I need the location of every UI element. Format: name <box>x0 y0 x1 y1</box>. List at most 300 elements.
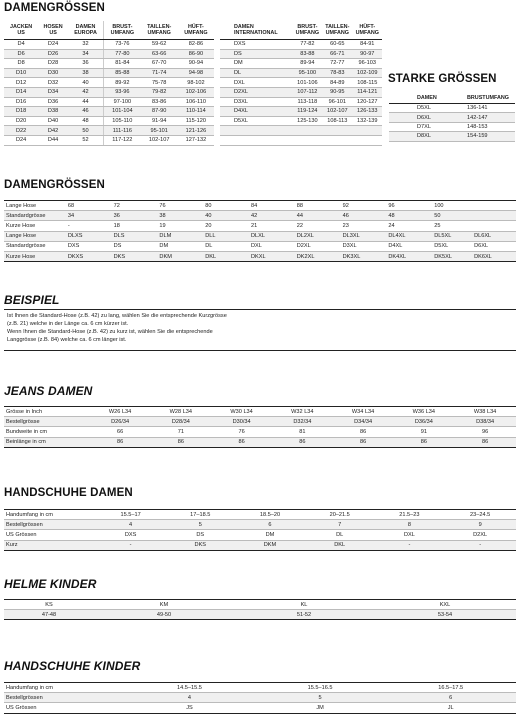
table-cell: 125-130 <box>293 116 322 126</box>
table-cell: DKL <box>305 540 375 550</box>
table-cell: D40 <box>38 116 68 126</box>
heading-handschuhe-damen: HANDSCHUHE DAMEN <box>4 487 133 499</box>
table-cell: DK2XL <box>297 251 343 261</box>
table-cell: 86 <box>272 437 333 447</box>
table-cell: 100 <box>434 201 474 211</box>
table-cell: 96 <box>388 201 434 211</box>
table-row <box>389 132 515 141</box>
table-cell: 96 <box>454 427 516 437</box>
table-cell: D2XL <box>444 530 516 540</box>
table-cell <box>293 135 322 145</box>
table-row <box>4 417 516 427</box>
table-cell: 82-86 <box>178 40 214 50</box>
table-cell: 18 <box>114 221 160 231</box>
table-cell: 34 <box>68 211 114 221</box>
table-cell: D6XL <box>389 113 441 122</box>
table-row <box>4 407 516 417</box>
column-header <box>353 21 382 40</box>
table-cell: 20–21.5 <box>305 510 375 520</box>
column-header-line: TAILLEN- <box>325 24 350 30</box>
table-cell: Handumfang in cm <box>4 510 96 520</box>
table-cell: 86-90 <box>178 49 214 59</box>
table-cell: - <box>96 540 166 550</box>
table-cell: D12 <box>4 78 38 88</box>
table-cell: JM <box>255 703 386 713</box>
table-cell: US Grössen <box>4 703 124 713</box>
table-row <box>4 97 214 107</box>
table-cell: 66-71 <box>322 49 352 59</box>
starke-groessen-table <box>389 93 515 142</box>
table-cell: 46 <box>343 211 389 221</box>
table-cell: DLL <box>205 231 251 241</box>
table-cell: 63-66 <box>141 49 178 59</box>
table-row <box>4 40 214 50</box>
column-header-line: BRUST- <box>112 24 133 30</box>
table-cell: DM <box>235 530 305 540</box>
table-row <box>220 40 382 50</box>
table-row <box>4 540 516 550</box>
table-cell: 81 <box>272 427 333 437</box>
table-cell: 98-102 <box>178 78 214 88</box>
table-cell: 78-83 <box>322 68 352 78</box>
column-header <box>141 21 178 40</box>
handschuhe-damen-table <box>4 509 516 551</box>
table-cell: 93-96 <box>104 87 141 97</box>
table-cell: DXS <box>68 241 114 251</box>
table-cell: D3XL <box>220 97 293 107</box>
table-cell: 102-106 <box>178 87 214 97</box>
table-cell: Bundweite in cm <box>4 427 90 437</box>
table-cell: D6 <box>4 49 38 59</box>
table-cell: DKS <box>165 540 235 550</box>
table-cell: Handumfang in cm <box>4 683 124 693</box>
column-header <box>178 21 214 40</box>
table-cell: DM <box>159 241 205 251</box>
column-header-line: DAMEN <box>234 24 254 30</box>
table-cell: 132-139 <box>353 116 382 126</box>
heading-jeans-damen: JEANS DAMEN <box>4 384 93 398</box>
table-cell: W32 L34 <box>272 407 333 417</box>
table-row <box>4 116 214 126</box>
table-cell: 66 <box>90 427 151 437</box>
table-cell: W28 L34 <box>150 407 211 417</box>
table-cell: DLXS <box>68 231 114 241</box>
table-cell: W38 L34 <box>454 407 516 417</box>
heading-helme-kinder: HELME KINDER <box>4 577 97 591</box>
table-row <box>4 510 516 520</box>
table-cell: W34 L34 <box>333 407 394 417</box>
table-cell: 36 <box>114 211 160 221</box>
column-header: DAMEN <box>389 93 441 104</box>
table-cell: 90-94 <box>178 59 214 69</box>
table-cell: 42 <box>68 87 104 97</box>
table-cell: 50 <box>434 211 474 221</box>
table-cell: DKXL <box>251 251 297 261</box>
table-cell: 87-90 <box>141 107 178 117</box>
table-cell: 115-120 <box>178 116 214 126</box>
table-cell: Kurz <box>4 540 96 550</box>
table-row <box>220 68 382 78</box>
table-cell: D38 <box>38 107 68 117</box>
table-row <box>4 87 214 97</box>
table-cell: DKM <box>159 251 205 261</box>
table-cell-empty <box>474 221 516 231</box>
table-row <box>220 126 382 136</box>
table-cell: 9 <box>444 520 516 530</box>
table-cell: Kurze Hose <box>4 221 68 231</box>
column-header-line: UMFANG <box>110 30 135 36</box>
table-cell: DKM <box>235 540 305 550</box>
table-cell: DS <box>114 241 160 251</box>
table-row <box>4 78 214 88</box>
table-cell: 75-78 <box>141 78 178 88</box>
table-cell: 16.5–17.5 <box>385 683 516 693</box>
table-cell: W30 L34 <box>211 407 272 417</box>
table-cell: D26/34 <box>90 417 151 427</box>
table-cell: 97-100 <box>104 97 141 107</box>
column-header-line: UMFANG <box>295 30 320 36</box>
table-cell: DK3XL <box>343 251 389 261</box>
table-cell: 121-126 <box>178 126 214 136</box>
table-cell: 76 <box>211 427 272 437</box>
heading-damengroessen-second: DAMENGRÖSSEN <box>4 179 105 191</box>
column-header <box>68 21 104 40</box>
table-cell: Lange Hose <box>4 201 68 211</box>
table-cell: DXL <box>375 530 445 540</box>
table-cell: DKS <box>114 251 160 261</box>
table-cell: 113-118 <box>293 97 322 107</box>
table-row <box>220 78 382 88</box>
table-cell: 52 <box>68 135 104 145</box>
table-cell: DL <box>305 530 375 540</box>
table-row <box>389 122 515 131</box>
table-cell: 73-76 <box>104 40 141 50</box>
table-cell: 111-116 <box>104 126 141 136</box>
table-cell: KXL <box>374 600 516 610</box>
table-cell: D24 <box>38 40 68 50</box>
table-cell: Grösse in Inch <box>4 407 90 417</box>
table-cell: D8XL <box>389 132 441 141</box>
table-row <box>4 201 516 211</box>
table-cell: D7XL <box>389 122 441 131</box>
table-cell: 72 <box>114 201 160 211</box>
table-cell: 17–18.5 <box>165 510 235 520</box>
table-row <box>4 437 516 447</box>
table-cell: 4 <box>124 693 255 703</box>
table-cell: 105-110 <box>104 116 141 126</box>
column-header <box>293 21 322 40</box>
table-cell: 8 <box>375 520 445 530</box>
table-row <box>4 600 516 610</box>
column-header <box>38 21 68 40</box>
table-cell: 92 <box>343 201 389 211</box>
table-row <box>220 87 382 97</box>
table-cell: 5 <box>255 693 386 703</box>
table-cell: 6 <box>385 693 516 703</box>
column-header-line: EUROPA <box>74 30 97 36</box>
table-cell: 110-114 <box>178 107 214 117</box>
table-cell: 95-100 <box>293 68 322 78</box>
table-row <box>4 427 516 437</box>
table-cell: 96-101 <box>322 97 352 107</box>
column-header <box>220 21 293 40</box>
table-row <box>220 107 382 117</box>
table-cell: 36 <box>68 59 104 69</box>
table-cell: D10 <box>4 68 38 78</box>
table-cell: 95-101 <box>141 126 178 136</box>
table-cell: 53-54 <box>374 610 516 620</box>
table-cell: 6 <box>235 520 305 530</box>
table-row <box>4 241 516 251</box>
table-cell: 107-112 <box>293 87 322 97</box>
heading-damengroessen-top: DAMENGRÖSSEN <box>4 2 105 14</box>
table-cell: Bestellgrösse <box>4 417 90 427</box>
table-cell: D4XL <box>220 107 293 117</box>
table-cell: Bestellgrössen <box>4 693 124 703</box>
table-row <box>220 135 382 145</box>
table-cell: 85-88 <box>104 68 141 78</box>
table-cell: DK5XL <box>434 251 474 261</box>
table-row <box>4 49 214 59</box>
table-cell <box>353 126 382 136</box>
table-cell: D38/34 <box>454 417 516 427</box>
table-cell: 60-65 <box>322 40 352 50</box>
table-cell: D4XL <box>388 241 434 251</box>
table-cell: D28 <box>38 59 68 69</box>
table-cell: 20 <box>205 221 251 231</box>
table-cell: 120-127 <box>353 97 382 107</box>
table-cell: 38 <box>159 211 205 221</box>
table-cell: 51-52 <box>234 610 374 620</box>
table-cell: 86 <box>333 437 394 447</box>
table-cell: 5 <box>165 520 235 530</box>
table-cell: DLXL <box>251 231 297 241</box>
column-header-line: HOSEN <box>43 24 63 30</box>
beispiel-line: Wenn Ihnen die Standard-Hose (z.B. 42) zu kurz ist, wählen Sie die entsprechende <box>7 329 213 335</box>
heading-handschuhe-kinder: HANDSCHUHE KINDER <box>4 659 141 673</box>
table-cell: 47-48 <box>4 610 94 620</box>
table-row <box>4 231 516 241</box>
table-cell: 21.5–23 <box>375 510 445 520</box>
table-cell: 18.5–20 <box>235 510 305 520</box>
table-cell: D16 <box>4 97 38 107</box>
table-cell: DK4XL <box>388 251 434 261</box>
table-cell: D30/34 <box>211 417 272 427</box>
table-cell: D42 <box>38 126 68 136</box>
table-cell: DL <box>205 241 251 251</box>
table-cell: Bestellgrössen <box>4 520 96 530</box>
table-cell: 127-132 <box>178 135 214 145</box>
table-cell-empty <box>474 201 516 211</box>
table-cell: 81-84 <box>104 59 141 69</box>
column-header-line: UMFANG <box>325 30 349 36</box>
table-cell: 79-82 <box>141 87 178 97</box>
table-row <box>220 97 382 107</box>
table-cell: 77-80 <box>104 49 141 59</box>
table-cell <box>220 126 293 136</box>
table-cell: D5XL <box>434 241 474 251</box>
table-row <box>4 520 516 530</box>
table-cell: - <box>375 540 445 550</box>
table-cell: DL2XL <box>297 231 343 241</box>
table-cell: 89-92 <box>104 78 141 88</box>
table-cell <box>293 126 322 136</box>
table-cell: 19 <box>159 221 205 231</box>
table-cell: Standardgrösse <box>4 211 68 221</box>
table-cell: 49-50 <box>94 610 234 620</box>
table-cell: Lange Hose <box>4 231 68 241</box>
table-cell: 91-94 <box>141 116 178 126</box>
column-header-line: BRUST- <box>297 24 318 30</box>
table-cell: 86 <box>90 437 151 447</box>
table-row <box>389 113 515 122</box>
table-cell: D20 <box>4 116 38 126</box>
table-cell: DXS <box>96 530 166 540</box>
table-cell: 21 <box>251 221 297 231</box>
column-header-line: UMFANG <box>147 30 171 36</box>
helme-kinder-table <box>4 599 516 620</box>
table-cell: KS <box>4 600 94 610</box>
table-cell: 90-95 <box>322 87 352 97</box>
table-cell: DL3XL <box>343 231 389 241</box>
table-cell: 108-113 <box>322 116 352 126</box>
table-cell: 126-133 <box>353 107 382 117</box>
table-cell: Standardgrösse <box>4 241 68 251</box>
table-cell: US Grössen <box>4 530 96 540</box>
table-cell: D3XL <box>343 241 389 251</box>
table-cell: 77-82 <box>293 40 322 50</box>
table-cell: DS <box>165 530 235 540</box>
table-cell: 67-70 <box>141 59 178 69</box>
table-row <box>220 49 382 59</box>
table-cell: 38 <box>68 68 104 78</box>
table-cell: 86 <box>211 437 272 447</box>
table-cell: DXL <box>251 241 297 251</box>
table-cell: D26 <box>38 49 68 59</box>
column-header-line: UMFANG <box>355 30 379 36</box>
table-cell: JL <box>385 703 516 713</box>
table-cell <box>220 135 293 145</box>
table-cell: 102-109 <box>353 68 382 78</box>
table-row <box>4 693 516 703</box>
table-cell: 40 <box>205 211 251 221</box>
beispiel-line: Ist Ihnen die Standard-Hose (z.B. 42) zu lang, wählen Sie die entsprechende Kurzgrösse <box>7 313 227 319</box>
column-header-line: TAILLEN- <box>147 24 172 30</box>
table-cell: DS <box>220 49 293 59</box>
table-cell: 71 <box>150 427 211 437</box>
table-cell: D32/34 <box>272 417 333 427</box>
column-header: BRUSTUMFANG <box>441 93 515 104</box>
table-cell: DL <box>220 68 293 78</box>
table-cell <box>353 135 382 145</box>
table-row <box>4 135 214 145</box>
table-row <box>4 610 516 620</box>
table-cell: 84-89 <box>322 78 352 88</box>
beispiel-note <box>4 309 516 351</box>
table-cell: 59-62 <box>141 40 178 50</box>
table-cell: W36 L34 <box>393 407 454 417</box>
table-cell: D18 <box>4 107 38 117</box>
table-cell: 154-159 <box>441 132 515 141</box>
table-cell: 148-153 <box>441 122 515 131</box>
damen-size-table <box>4 21 214 146</box>
table-cell: D6XL <box>474 241 516 251</box>
table-cell <box>322 126 352 136</box>
table-cell: 84-91 <box>353 40 382 50</box>
table-cell: DL5XL <box>434 231 474 241</box>
table-cell: - <box>68 221 114 231</box>
table-cell: 89-94 <box>293 59 322 69</box>
beispiel-line: (z.B. 21) welche in der Länge ca. 6 cm kürzer ist. <box>7 321 129 327</box>
table-row <box>220 116 382 126</box>
table-cell: 71-74 <box>141 68 178 78</box>
table-cell: 84 <box>251 201 297 211</box>
table-cell: 15.5–16.5 <box>255 683 386 693</box>
table-cell: 86 <box>454 437 516 447</box>
column-header <box>4 21 38 40</box>
table-row <box>4 530 516 540</box>
table-cell: D44 <box>38 135 68 145</box>
table-cell: 48 <box>388 211 434 221</box>
table-cell: 80 <box>205 201 251 211</box>
table-cell: 25 <box>434 221 474 231</box>
damen-international-table <box>220 21 382 146</box>
table-cell: D2XL <box>297 241 343 251</box>
table-cell: JS <box>124 703 255 713</box>
table-row <box>4 683 516 693</box>
table-cell: Beinlänge in cm <box>4 437 90 447</box>
table-cell: 83-86 <box>141 97 178 107</box>
table-cell: DKL <box>205 251 251 261</box>
table-cell: D22 <box>4 126 38 136</box>
table-cell: 44 <box>297 211 343 221</box>
table-cell: 83-88 <box>293 49 322 59</box>
table-cell: 76 <box>159 201 205 211</box>
table-row <box>4 126 214 136</box>
table-cell: D34/34 <box>333 417 394 427</box>
table-cell: 86 <box>150 437 211 447</box>
heading-beispiel: BEISPIEL <box>4 293 60 307</box>
table-cell <box>322 135 352 145</box>
handschuhe-kinder-table <box>4 682 516 714</box>
table-cell: D24 <box>4 135 38 145</box>
table-cell: 7 <box>305 520 375 530</box>
table-cell-empty <box>474 211 516 221</box>
table-row <box>220 59 382 69</box>
column-header-line: US <box>49 30 57 36</box>
table-cell: 88 <box>297 201 343 211</box>
table-cell: DM <box>220 59 293 69</box>
column-header-line: JACKEN <box>10 24 33 30</box>
table-cell: 86 <box>333 427 394 437</box>
table-row <box>4 251 516 261</box>
table-cell: Kurze Hose <box>4 251 68 261</box>
table-cell: 68 <box>68 201 114 211</box>
column-header-line: HÜFT- <box>187 24 204 30</box>
table-cell: DXL <box>220 78 293 88</box>
table-cell: D32 <box>38 78 68 88</box>
table-cell: 72-77 <box>322 59 352 69</box>
table-row <box>4 221 516 231</box>
column-header-line: DAMEN <box>75 24 96 30</box>
table-cell: 136-141 <box>441 104 515 113</box>
table-cell: 117-122 <box>104 135 141 145</box>
column-header-line: UMFANG <box>184 30 208 36</box>
table-cell: D36 <box>38 97 68 107</box>
table-cell: 101-104 <box>104 107 141 117</box>
table-cell: 86 <box>393 437 454 447</box>
table-cell: KM <box>94 600 234 610</box>
